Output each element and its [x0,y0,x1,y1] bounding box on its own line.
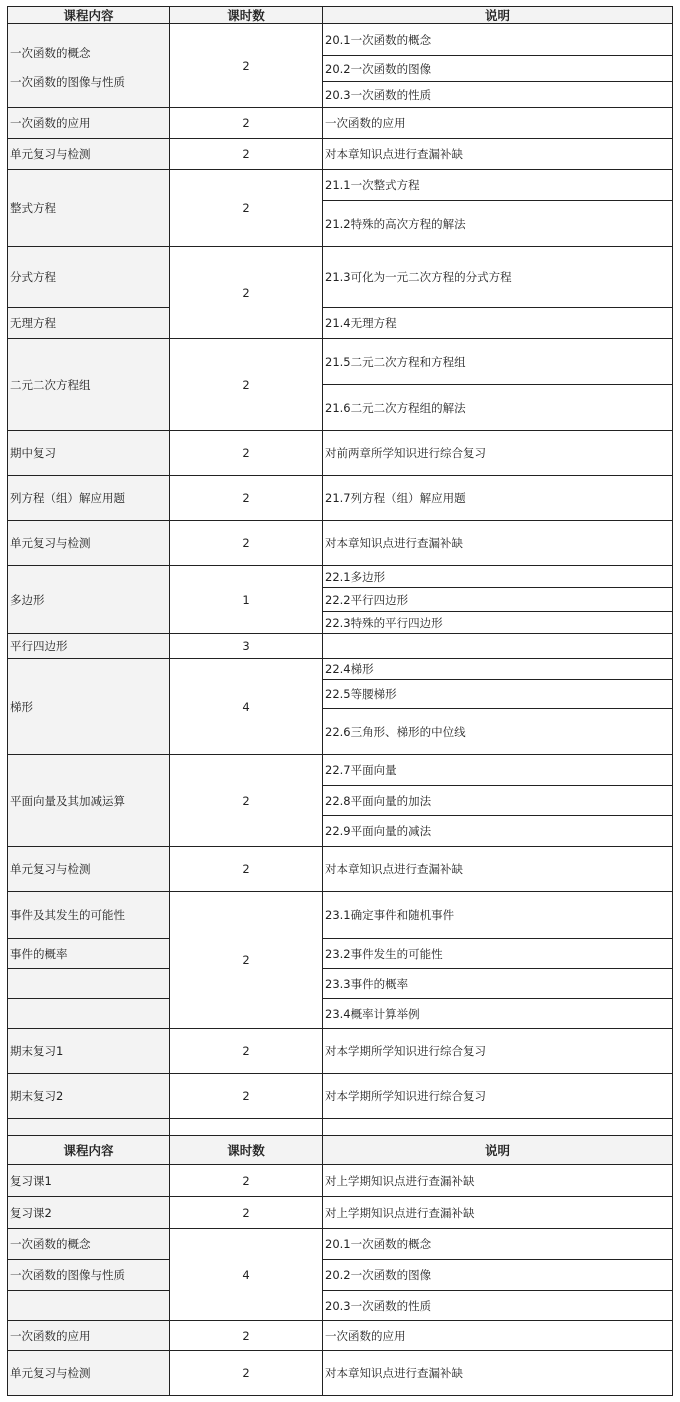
notes-cell: 20.2一次函数的图像 [322,55,673,82]
course-content-cell: 事件及其发生的可能性 [7,891,170,939]
course-content-cell: 一次函数的图像与性质 [7,1259,170,1291]
class-hours-cell: 4 [169,658,323,755]
course-content-cell: 梯形 [7,658,170,755]
course-content-cell: 单元复习与检测 [7,1350,170,1396]
notes-cell: 22.3特殊的平行四边形 [322,611,673,634]
notes-cell: 21.6二元二次方程组的解法 [322,384,673,431]
notes-cell: 对本学期所学知识进行综合复习 [322,1073,673,1119]
notes-cell: 21.4无理方程 [322,307,673,339]
notes-cell: 22.4梯形 [322,658,673,680]
notes-cell: 22.5等腰梯形 [322,679,673,709]
notes-cell: 22.2平行四边形 [322,587,673,612]
class-hours-cell: 2 [169,246,323,339]
class-hours-cell: 4 [169,1228,323,1321]
course-content-cell: 分式方程 [7,246,170,308]
notes-cell: 对本学期所学知识进行综合复习 [322,1028,673,1074]
notes-cell: 20.1一次函数的概念 [322,1228,673,1260]
course-content-text: 一次函数的图像与性质 [10,75,125,89]
course-content-cell: 复习课1 [7,1164,170,1197]
notes-cell: 21.3可化为一元二次方程的分式方程 [322,246,673,308]
class-hours-cell: 1 [169,565,323,634]
course-content-text: 一次函数的概念 [10,46,91,60]
course-content-cell: 平行四边形 [7,633,170,659]
class-hours-header: 课时数 [169,1135,323,1165]
notes-cell: 对本章知识点进行查漏补缺 [322,846,673,892]
course-content-cell: 多边形 [7,565,170,634]
notes-cell: 21.5二元二次方程和方程组 [322,338,673,385]
class-hours-cell: 2 [169,1320,323,1351]
class-hours-cell: 2 [169,475,323,521]
course-content-cell: 事件的概率 [7,938,170,969]
course-content-cell [7,968,170,999]
notes-cell: 对本章知识点进行查漏补缺 [322,1350,673,1396]
notes-cell: 21.7列方程（组）解应用题 [322,475,673,521]
class-hours-cell [169,1118,323,1136]
notes-cell: 22.6三角形、梯形的中位线 [322,708,673,755]
notes-cell: 23.2事件发生的可能性 [322,938,673,969]
course-content-cell: 期中复习 [7,430,170,476]
notes-cell: 对本章知识点进行查漏补缺 [322,520,673,566]
notes-cell [322,1118,673,1136]
course-content-cell: 平面向量及其加减运算 [7,754,170,847]
notes-cell: 20.2一次函数的图像 [322,1259,673,1291]
notes-cell: 对前两章所学知识进行综合复习 [322,430,673,476]
notes-cell: 对上学期知识点进行查漏补缺 [322,1164,673,1197]
class-hours-cell: 2 [169,1028,323,1074]
course-content-cell: 复习课2 [7,1196,170,1229]
course-content-header: 课程内容 [7,1135,170,1165]
notes-cell: 21.2特殊的高次方程的解法 [322,200,673,247]
class-hours-header: 课时数 [169,6,323,24]
class-hours-cell: 2 [169,1196,323,1229]
course-content-cell: 无理方程 [7,307,170,339]
notes-cell: 20.1一次函数的概念 [322,23,673,56]
course-content-cell: 列方程（组）解应用题 [7,475,170,521]
course-content-cell: 一次函数的应用 [7,107,170,139]
course-content-cell [7,1118,170,1136]
class-hours-cell: 2 [169,1073,323,1119]
notes-cell: 23.4概率计算举例 [322,998,673,1029]
notes-header: 说明 [322,1135,673,1165]
class-hours-cell: 2 [169,107,323,139]
class-hours-cell: 2 [169,1164,323,1197]
course-content-cell: 期末复习2 [7,1073,170,1119]
course-content-cell: 一次函数的概念 [7,1228,170,1260]
course-content-cell: 二元二次方程组 [7,338,170,431]
course-content-cell [7,23,170,108]
notes-cell: 对上学期知识点进行查漏补缺 [322,1196,673,1229]
course-content-cell: 单元复习与检测 [7,846,170,892]
course-content-cell: 一次函数的应用 [7,1320,170,1351]
notes-cell: 20.3一次函数的性质 [322,81,673,108]
notes-cell: 23.3事件的概率 [322,968,673,999]
class-hours-cell: 2 [169,1350,323,1396]
class-hours-cell: 2 [169,338,323,431]
class-hours-cell: 2 [169,138,323,170]
course-content-cell [7,1290,170,1321]
course-content-cell [7,998,170,1029]
course-content-cell: 单元复习与检测 [7,138,170,170]
class-hours-cell: 3 [169,633,323,659]
course-content-cell: 单元复习与检测 [7,520,170,566]
notes-cell: 22.1多边形 [322,565,673,588]
notes-cell: 一次函数的应用 [322,1320,673,1351]
notes-cell: 一次函数的应用 [322,107,673,139]
class-hours-cell: 2 [169,23,323,108]
notes-cell: 22.8平面向量的加法 [322,785,673,816]
notes-cell: 22.7平面向量 [322,754,673,786]
course-content-cell: 整式方程 [7,169,170,247]
class-hours-cell: 2 [169,169,323,247]
class-hours-cell: 2 [169,520,323,566]
notes-cell: 20.3一次函数的性质 [322,1290,673,1321]
notes-cell [322,633,673,659]
class-hours-cell: 2 [169,430,323,476]
notes-cell: 对本章知识点进行查漏补缺 [322,138,673,170]
course-content-header: 课程内容 [7,6,170,24]
class-hours-cell: 2 [169,754,323,847]
class-hours-cell: 2 [169,891,323,1029]
notes-cell: 21.1一次整式方程 [322,169,673,201]
notes-cell: 23.1确定事件和随机事件 [322,891,673,939]
course-content-cell: 期末复习1 [7,1028,170,1074]
notes-cell: 22.9平面向量的减法 [322,815,673,847]
notes-header: 说明 [322,6,673,24]
class-hours-cell: 2 [169,846,323,892]
